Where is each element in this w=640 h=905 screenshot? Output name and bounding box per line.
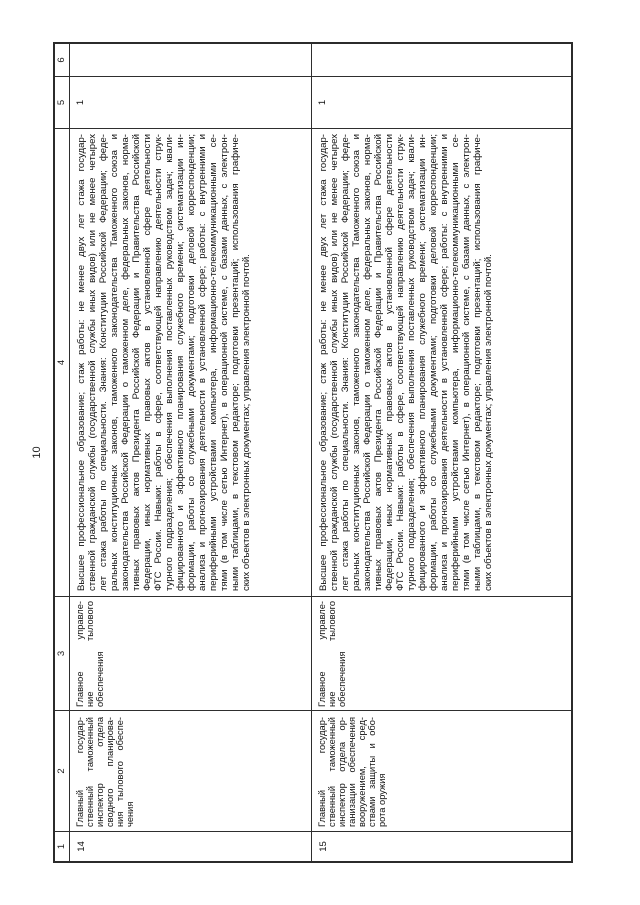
column-header-1: 1 [55, 831, 70, 861]
row-14-requirements: Высшее профессиональное образование; стаж работы: не менее двух лет стажа государ- ственной гражданской службы (государственной службы иных видов) или не менее четырех лет стажа работы по специальности. Знания: Конституции Российской Федерации; феде- ральных конституционных законов, таможенного законодательства Таможенного союза и законодательства Российской Федерации о таможенном деле, федеральных законов, норма- тивных правовых актов Президента Российской Федерации и Правительства Российской Федерации, иных нормативных правовых актов в установленной сфере деятельности ФТС России. Навыки: работы в сфере, соответствующей направлению деятельности струк- турного подразделения; обеспечения выполнения поставленных руководством задач; квали- фицированного и эффективного планирования служебного времени; систематизации ин- формации, работы со служебными документами; подготовки деловой корреспонденции; анализа и прогнозирования деятельности в установленной сфере; работы: с внутренними и периферийными устройствами компьютера, информационно-телекоммуникационными се- тями (в том числе сетью Интернет), в операционной системе, с базами данных, с электрон- ными таблицами, в текстовом редакторе; подготовки презентаций; использования графиче- ских объектов в электронных документах; управления электронной почтой. [70, 128, 312, 596]
column-header-3: 3 [55, 596, 70, 710]
page-number: 10 [31, 446, 43, 459]
column-header-6: 6 [55, 44, 70, 76]
row-15-number: 15 [312, 831, 571, 861]
staffing-table [53, 42, 573, 863]
row-15-requirements: Высшее профессиональное образование; стаж работы: не менее двух лет стажа государ- ственной гражданской службы (государственной службы иных видов) или не менее четырех лет стажа работы по специальности. Знания: Конституции Российской Федерации; феде- ральных конституционных законов, таможенного законодательства Таможенного союза и законодательства Российской Федерации о таможенном деле, федеральных законов, норма- тивных правовых актов Президента Российской Федерации и Правительства Российской Федерации, иных нормативных правовых актов в установленной сфере деятельности ФТС России. Навыки: работы в сфере, соответствующей направлению деятельности струк- турного подразделения; обеспечения выполнения поставленных руководством задач; квали- фицированного и эффективного планирования служебного времени; систематизации ин- формации, работы со служебными документами; подготовки деловой корреспонденции; анализа и прогнозирования деятельности в установленной сфере; работы: с внутренними и периферийными устройствами компьютера, информационно-телекоммуникационными се- тями (в том числе сетью Интернет), в операционной системе, с базами данных, с электрон- ными таблицами, в текстовом редакторе; подготовки презентаций; использования графиче- ских объектов в электронных документах; управления электронной почтой. [312, 128, 571, 596]
row-15-department: Главное управле- ние тылового обеспечения [312, 596, 571, 710]
column-header-5: 5 [55, 76, 70, 128]
row-15-note [312, 44, 571, 76]
row-14-position: Главный государ- ственный таможенный инспектор отдела сводного планирова- ния тылового обеспе- чения [70, 710, 312, 831]
row-14-count: 1 [70, 76, 312, 128]
row-14-number: 14 [70, 831, 312, 861]
row-14-department: Главное управле- ние тылового обеспечения [70, 596, 312, 710]
row-15-position: Главный государ- ственный таможенный инспектор отдела ор- ганизации обеспечения вооружением, сред- ствами защиты и обо- рота оружия [312, 710, 571, 831]
row-14-note [70, 44, 312, 76]
row-15-count: 1 [312, 76, 571, 128]
column-header-4: 4 [55, 128, 70, 596]
column-header-2: 2 [55, 710, 70, 831]
